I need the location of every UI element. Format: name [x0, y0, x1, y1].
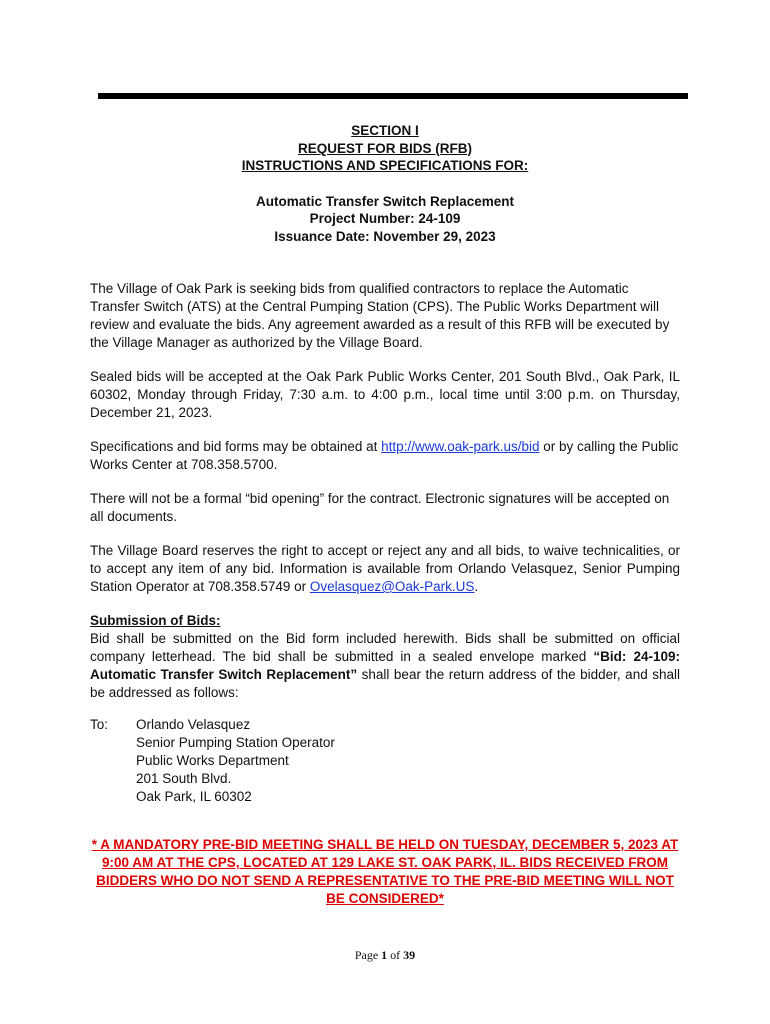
issuance-date: Issuance Date: November 29, 2023 [274, 228, 496, 244]
rfb-title: REQUEST FOR BIDS (RFB) [298, 140, 472, 156]
address-line: Public Works Department [136, 753, 289, 768]
of-word: of [390, 948, 401, 962]
top-rule [98, 93, 688, 99]
address-block [90, 716, 680, 806]
page-footer [0, 948, 770, 963]
section-title: SECTION I [351, 123, 419, 138]
mandatory-meeting-notice: * A MANDATORY PRE-BID MEETING SHALL BE HELD ON TUESDAY, DECEMBER 5, 2023 AT 9:00 AM AT THE CPS, LOCATED AT 129 LAKE ST. OAK PARK, IL. BIDS RECEIVED FROM BIDDERS WHO DO NOT SEND A REPRESENTATIVE TO THE PRE-BID MEETING WILL NOT BE CONSIDERED* [91, 837, 679, 906]
page-total: 39 [403, 948, 416, 962]
document-body [90, 280, 680, 806]
instructions-title: INSTRUCTIONS AND SPECIFICATIONS FOR: [241, 158, 529, 173]
address-line: 201 South Blvd. [136, 771, 232, 786]
contact-email-link[interactable]: Ovelasquez@Oak-Park.US [309, 579, 475, 594]
project-number: Project Number: 24-109 [309, 211, 461, 226]
submission-paragraph: Bid shall be submitted on the Bid form included herewith. Bids shall be submitted on official company letterhead. The bid shall be submitted in a sealed envelope marked “Bid: 24-109: Automatic Transfer Switch Replacement” shall bear the return address of the bidder, and shall be addressed as follows: [90, 631, 680, 700]
page-number: 1 [381, 948, 388, 962]
bid-envelope-marking: “Bid: 24-109: Automatic Transfer Switch Replacement” [90, 649, 680, 682]
project-title: Automatic Transfer Switch Replacement [255, 193, 515, 209]
document-header [90, 122, 680, 245]
specifications-paragraph: Specifications and bid forms may be obtained at http://www.oak-park.us/bid or by calling the Public Works Center at 708.358.5700. [90, 439, 679, 472]
no-bid-opening-paragraph: There will not be a formal “bid opening” for the contract. Electronic signatures will be accepted on all documents. [90, 491, 670, 524]
reserves-paragraph: The Village Board reserves the right to accept or reject any and all bids, to waive technicalities, or to accept any item of any bid. Information is available from Orlando Velasquez, Senior Pumping Station Operator at 708.358.5749 or Ovelasquez@Oak-Park.US. [90, 543, 680, 594]
bid-website-link[interactable]: http://www.oak-park.us/bid [381, 439, 540, 454]
address-label: To: [90, 717, 109, 732]
sealed-bids-paragraph: Sealed bids will be accepted at the Oak Park Public Works Center, 201 South Blvd., Oak Park, IL 60302, Monday through Friday, 7:30 a.m. to 4:00 p.m., local time until 3:00 p.m. on Thursday, December 21, 2023. [90, 369, 680, 420]
submission-heading: Submission of Bids: [90, 613, 221, 628]
address-line: Orlando Velasquez [136, 717, 251, 732]
address-lines [136, 716, 335, 806]
address-line: Oak Park, IL 60302 [136, 789, 252, 804]
address-line: Senior Pumping Station Operator [136, 735, 335, 750]
intro-paragraph: The Village of Oak Park is seeking bids from qualified contractors to replace the Automatic Transfer Switch (ATS) at the Central Pumping Station (CPS). The Public Works Department will review and evaluate the bids. Any agreement awarded as a result of this RFB will be executed by the Village Manager as authorized by the Village Board. [90, 281, 670, 350]
page-word: Page [354, 948, 379, 962]
